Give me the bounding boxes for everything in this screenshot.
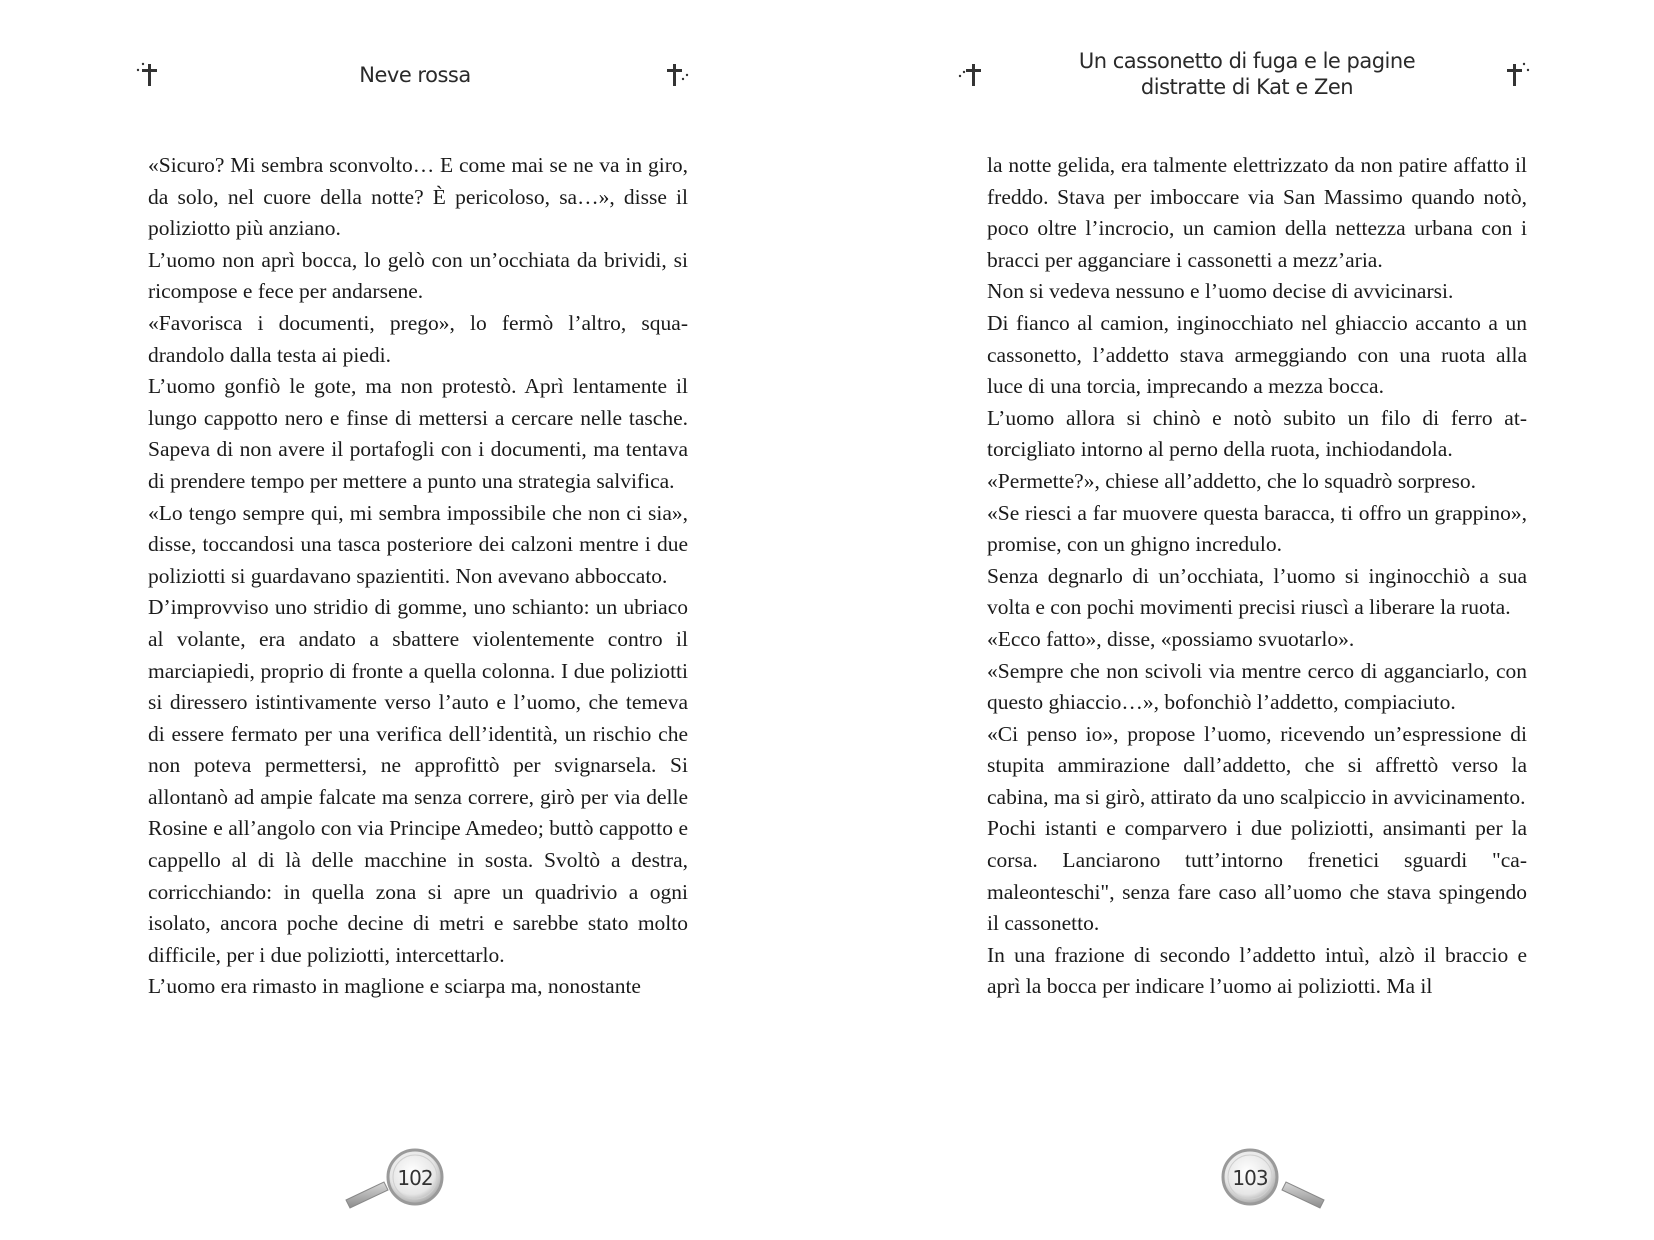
page-number-badge: [340, 1148, 450, 1212]
paragraph: «Ci penso io», propose l’uomo, ricevendo un’espressione di stupita ammirazione dall’addetto, che si affrettò verso la cabina, ma si girò, attirato da uno scalpiccio in avvicinamento.: [987, 721, 1527, 809]
paragraph: la notte gelida, era talmente elettrizzato da non patire affatto il freddo. Stava per imboccare via San Massimo quando notò, poco oltre l’incrocio, un camion della nettezza urbana con i bracci per agganciare i cassonetti a mezz’aria.: [987, 153, 1527, 272]
paragraph: L’uomo non aprì bocca, lo gelò con un’occhiata da brividi, si ricompose e fece per andarsene.: [148, 247, 688, 304]
running-header: [967, 48, 1527, 108]
cross-icon: [1505, 58, 1529, 88]
paragraph: L’uomo era rimasto in maglione e sciarpa ma, nonostante: [148, 974, 641, 999]
paragraph: «Lo tengo sempre qui, mi sembra impossibile che non ci sia», disse, toccandosi una tasca posteriore dei calzoni mentre i due poliziotti si guardavano spazientiti. Non avevano abboccato.: [148, 500, 688, 588]
paragraph: Di fianco al camion, inginocchiato nel ghiaccio accanto a un cassonetto, l’addetto stava armeggiando con una ruota alla luce di una torcia, imprecando a mezza bocca.: [987, 310, 1527, 399]
cross-icon: [665, 58, 689, 88]
paragraph: «Permette?», chiese all’addetto, che lo squadrò sorpreso.: [987, 468, 1476, 493]
page-number-badge: [1220, 1148, 1330, 1212]
paragraph: D’improvviso uno stridio di gomme, uno schianto: un ubriaco al volante, era andato a sbattere violentemente contro il marciapiedi, proprio di fronte a quella colonna. I due poliziotti si diressero istintivamente verso l’auto e l’uomo, che temeva di essere fermato per una verifica dell’identità, un rischio che non poteva permettersi, ne approfittò per svignarsela. Si allontanò ad ampie falcate ma senza correre, girò per via delle Rosine e all’angolo con via Principe Amedeo; buttò cappotto e cappello al di là delle macchine in sosta. Svoltò a destra, corricchiando: in quella zona si apre un quadrivio a ogni isolato, ancora poche decine di metri e sarebbe stato molto difficile, per i due poliziotti, intercettarlo.: [148, 595, 688, 967]
body-text: [148, 150, 688, 1003]
paragraph: L’uomo allora si chinò e notò subito un filo di ferro attorcigliato intorno al perno della ruota, inchiodandola.: [987, 405, 1527, 462]
paragraph: «Se riesci a far muovere questa baracca, ti offro un grappino», promise, con un ghigno incredulo.: [987, 500, 1527, 557]
body-text: [987, 150, 1527, 1003]
header-title-line: Un cassonetto di fuga e le pagine: [1078, 49, 1416, 73]
running-header: [135, 48, 695, 108]
page-number: 102: [397, 1166, 433, 1190]
paragraph: Non si vedeva nessuno e l’uomo decise di avvicinarsi.: [987, 279, 1454, 304]
paragraph: «Ecco fatto», disse, «possiamo svuotarlo».: [987, 626, 1355, 651]
paragraph: In una frazione di secondo l’addetto intuì, alzò il braccio e aprì la bocca per indicare l’uomo ai poliziotti. Ma il: [987, 942, 1527, 999]
paragraph: Senza degnarlo di un’occhiata, l’uomo si inginocchiò a sua volta e con pochi movimenti precisi riuscì a liberare la ruota.: [987, 563, 1527, 620]
paragraph: L’uomo gonfiò le gote, ma non protestò. Aprì lentamente il lungo cappotto nero e finse di mettersi a cercare nelle tasche. Sapeva di non avere il portafogli con i documenti, ma tentava di prendere tempo per mettere a punto una strategia salvifica.: [148, 374, 688, 493]
header-title: Neve rossa: [359, 63, 471, 87]
paragraph: «Sicuro? Mi sembra sconvolto… E come mai se ne va in giro, da solo, nel cuore della notte? È pericoloso, sa…», disse il poliziotto più anziano.: [148, 153, 688, 241]
paragraph: Pochi istanti e comparvero i due poliziotti, ansimanti per la corsa. Lanciarono tutt’intorno frenetici sguardi "camaleonteschi", senza fare caso all’uomo che stava spingendo il cassonetto.: [987, 816, 1527, 936]
paragraph: «Sempre che non scivoli via mentre cerco di agganciarlo, con questo ghiaccio…», bofonchiò l’addetto, compiaciuto.: [987, 658, 1527, 715]
header-title: [967, 48, 1527, 100]
paragraph: «Favorisca i documenti, prego», lo fermò l’altro, squadrandolo dalla testa ai piedi.: [148, 310, 688, 367]
page-number: 103: [1232, 1166, 1268, 1190]
right-page: [827, 0, 1654, 1240]
header-title-line: distratte di Kat e Zen: [1140, 75, 1354, 99]
